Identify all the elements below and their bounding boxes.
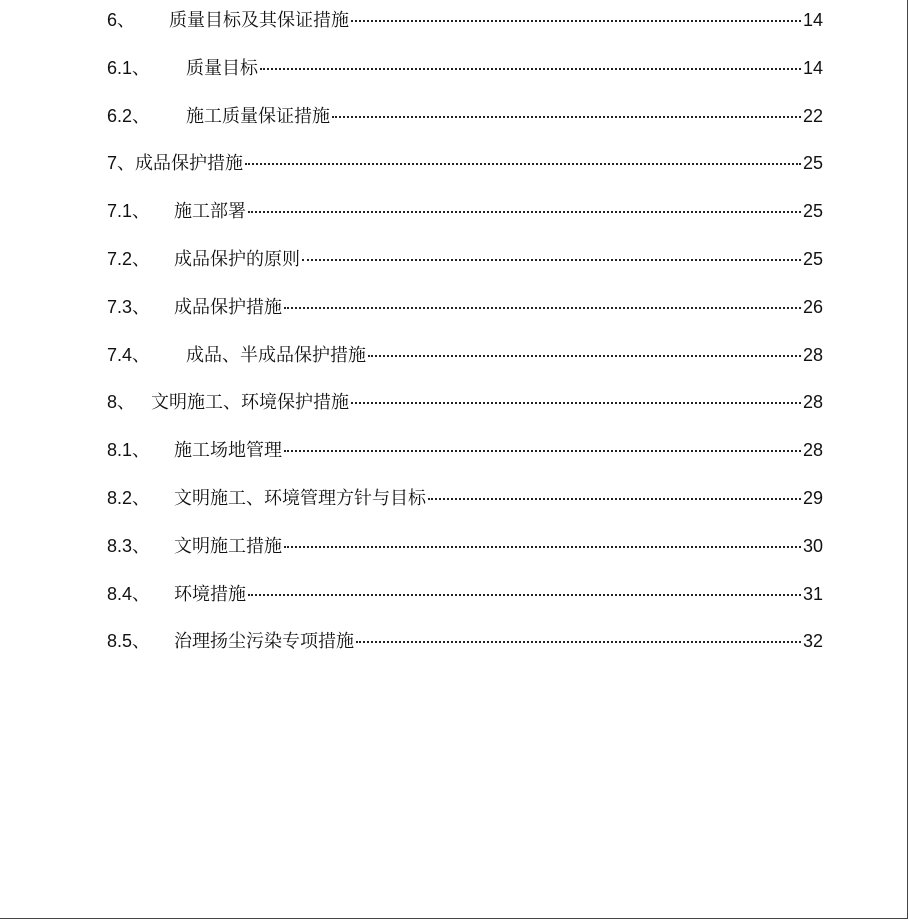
toc-entry-number: 8.2、 [107, 487, 151, 508]
toc-entry[interactable] [107, 151, 823, 199]
toc-entry-page: 31 [802, 583, 823, 604]
toc-entry[interactable] [107, 582, 823, 630]
toc-entry-number: 7、 [107, 153, 136, 174]
toc-entry-number: 6.1、 [107, 57, 151, 78]
toc-entry[interactable] [107, 199, 823, 247]
toc-entry-number: 7.4、 [107, 344, 151, 365]
toc-leader-dots [248, 594, 801, 596]
toc-entry-page: 32 [802, 631, 823, 652]
toc-entry-page: 29 [802, 487, 823, 508]
toc-leader-dots [368, 355, 801, 357]
toc-leader-dots [284, 307, 801, 309]
toc-entry-page: 14 [802, 10, 823, 30]
toc-entry-title: 文明施工、环境保护措施 [151, 392, 350, 413]
toc-entry-page: 25 [802, 248, 823, 269]
toc-leader-dots [356, 641, 801, 643]
toc-entry[interactable] [107, 390, 823, 438]
toc-entry-title: 成品、半成品保护措施 [186, 344, 367, 365]
toc-entry-title: 施工质量保证措施 [186, 105, 331, 126]
toc-entry-number: 8、 [107, 392, 136, 413]
toc-entry-number: 8.3、 [107, 535, 151, 556]
toc-entry-title: 文明施工措施 [174, 535, 283, 556]
table-of-contents [107, 8, 823, 677]
toc-entry-title: 成品保护措施 [174, 296, 283, 317]
toc-entry-page: 28 [802, 344, 823, 365]
toc-entry[interactable] [107, 629, 823, 677]
toc-entry[interactable] [107, 8, 823, 56]
toc-entry[interactable] [107, 486, 823, 534]
toc-entry-page: 14 [802, 57, 823, 78]
toc-leader-dots [248, 211, 801, 213]
toc-entry-title: 治理扬尘污染专项措施 [174, 631, 355, 652]
toc-entry-title: 成品保护措施 [135, 153, 244, 174]
toc-entry-page: 30 [802, 535, 823, 556]
toc-entry-number: 8.4、 [107, 583, 151, 604]
toc-leader-dots [332, 116, 801, 118]
toc-entry-number: 8.5、 [107, 631, 151, 652]
toc-entry-number: 7.1、 [107, 201, 151, 222]
toc-entry-number: 7.2、 [107, 248, 151, 269]
toc-entry-title: 文明施工、环境管理方针与目标 [174, 487, 427, 508]
toc-leader-dots [284, 546, 801, 548]
toc-leader-dots [302, 259, 801, 261]
toc-entry[interactable] [107, 104, 823, 152]
toc-entry-title: 质量目标及其保证措施 [169, 10, 350, 30]
toc-entry-title: 施工部署 [174, 201, 247, 222]
toc-entry[interactable] [107, 438, 823, 486]
toc-entry-page: 25 [802, 153, 823, 174]
toc-entry-page: 28 [802, 392, 823, 413]
toc-entry[interactable] [107, 56, 823, 104]
toc-entry-number: 8.1、 [107, 440, 151, 461]
toc-leader-dots [260, 68, 801, 70]
toc-entry-number: 6.2、 [107, 105, 151, 126]
toc-leader-dots [428, 498, 801, 500]
toc-leader-dots [245, 163, 801, 165]
toc-entry-number: 7.3、 [107, 296, 151, 317]
toc-leader-dots [351, 20, 801, 22]
toc-leader-dots [284, 450, 801, 452]
toc-entry-number: 6、 [107, 10, 136, 30]
toc-entry-page: 22 [802, 105, 823, 126]
toc-entry-page: 28 [802, 440, 823, 461]
toc-entry-title: 成品保护的原则 [174, 248, 301, 269]
toc-entry-title: 质量目标 [186, 57, 259, 78]
toc-entry[interactable] [107, 534, 823, 582]
toc-entry[interactable] [107, 247, 823, 295]
toc-entry-title: 环境措施 [174, 583, 247, 604]
toc-leader-dots [351, 402, 801, 404]
toc-entry[interactable] [107, 343, 823, 391]
toc-entry[interactable] [107, 295, 823, 343]
toc-entry-page: 26 [802, 296, 823, 317]
toc-entry-title: 施工场地管理 [174, 440, 283, 461]
toc-entry-page: 25 [802, 201, 823, 222]
